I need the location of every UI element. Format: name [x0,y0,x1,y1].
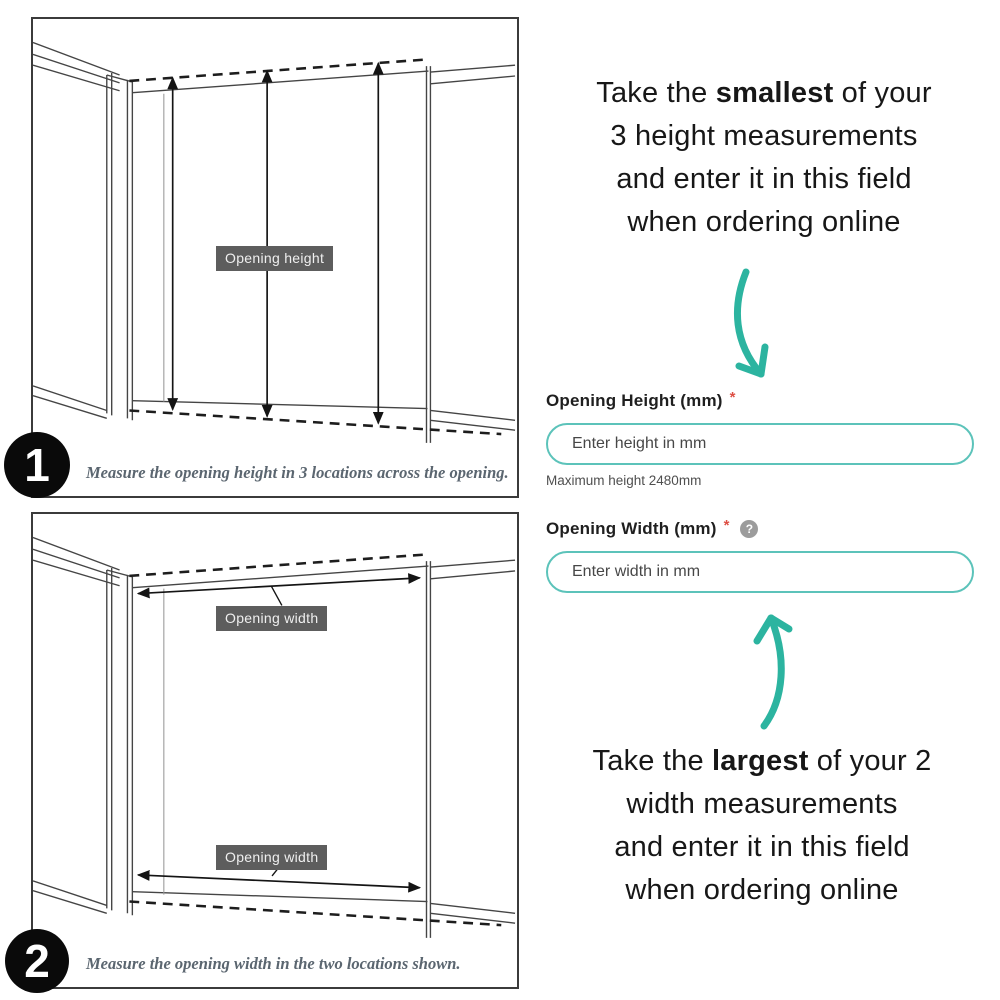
required-asterisk: * [729,388,736,406]
opening-width-bottom-diagram-label: Opening width [216,845,327,870]
required-asterisk: * [723,516,730,534]
measure-height-panel [31,17,519,498]
opening-width-top-diagram-label: Opening width [216,606,327,631]
instruction-bold-word: largest [712,745,809,777]
curved-arrow-up-icon [742,602,806,730]
step1-badge: 1 [4,432,70,498]
instruction-line: 3 height measurements [610,120,918,152]
instruction-line: Take the smallest of your [596,77,932,109]
opening-height-field-label: Opening Height (mm) [546,391,723,410]
step2-caption: Measure the opening width in the two locations shown. [86,954,461,973]
instruction-line: and enter it in this field [614,831,910,863]
opening-width-diagram [33,514,517,987]
step1-caption: Measure the opening height in 3 locations across the opening. [86,463,509,482]
opening-height-input[interactable] [546,423,974,465]
opening-width-field-label-row [546,516,758,539]
step2-badge: 2 [5,929,69,993]
measure-width-panel [31,512,519,989]
opening-height-diagram-label: Opening height [216,246,333,271]
height-helper-text: Maximum height 2480mm [546,473,702,488]
instruction-line: width measurements [626,788,898,820]
curved-arrow-down-icon [718,265,788,390]
opening-height-field-label-row [546,388,736,411]
help-icon[interactable]: ? [740,520,758,538]
opening-width-input[interactable] [546,551,974,593]
instruction-line: and enter it in this field [616,163,912,195]
instruction-line: when ordering online [627,206,901,238]
instruction-line: when ordering online [625,874,899,906]
instruction-bold-word: smallest [715,77,834,109]
height-instruction-text [538,72,990,244]
opening-width-field-label: Opening Width (mm) [546,519,717,538]
width-instruction-text [532,740,992,912]
instruction-line: Take the largest of your 2 [592,745,932,777]
